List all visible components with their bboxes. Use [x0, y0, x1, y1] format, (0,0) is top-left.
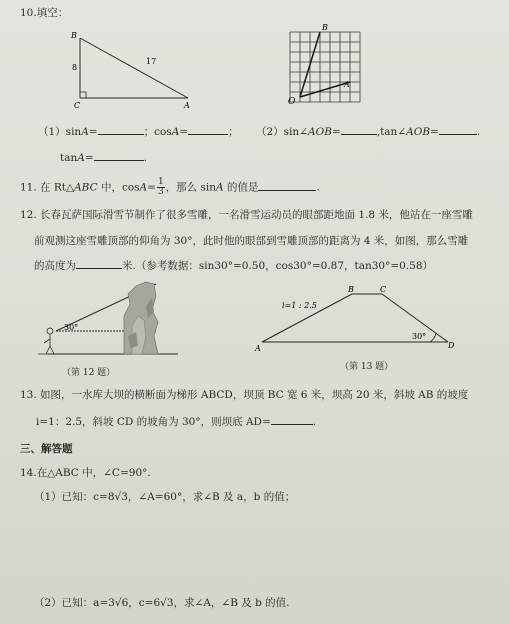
q10-p2-aob2: AOB [406, 126, 431, 138]
q10-p1-a: A [81, 126, 89, 138]
q10-tan-a: A [77, 152, 85, 164]
q10-p2-aob: AOB [308, 126, 332, 138]
fig2-label-a: A [344, 80, 350, 89]
q14-part2: （2）已知：a=3√6，c=6√3，求∠A，∠B 及 b 的值. [34, 597, 290, 609]
q10-blank-sina[interactable] [98, 124, 144, 135]
skier-icon [38, 328, 62, 354]
q11-abc: ABC [74, 181, 98, 194]
q10-tan-label: tan [60, 152, 78, 164]
q10-p2-tan: ,tan∠ [376, 126, 407, 138]
q10-p2-eq: = [331, 126, 341, 138]
q10-part2 [256, 124, 480, 139]
q12-line1: 12. 长春瓦萨国际滑雪节制作了很多雪雕，一名滑雪运动员的眼部距地面 1.8 米，他站在一座雪雕 [20, 209, 473, 221]
q14-part1: （1）已知：c=8√3，∠A=60°，求∠B 及 a，b 的值； [34, 491, 296, 503]
q12-blank[interactable] [76, 258, 122, 269]
fig2-label-b: B [322, 23, 328, 32]
q10-tan-end: . [143, 152, 147, 164]
q10-blank-tana[interactable] [94, 150, 144, 161]
q14-heading: 14.在△ABC 中，∠C=90°. [20, 467, 151, 479]
q11-post2: 的值是 [223, 181, 259, 194]
fig1-label-a: A [184, 101, 190, 110]
q11-end: . [316, 181, 320, 194]
q13-caption: （第 13 题） [340, 362, 394, 372]
q13-blank[interactable] [271, 414, 313, 425]
q11-pre: 11. 在 Rt△ [20, 181, 75, 194]
q13-label-c: C [380, 285, 387, 294]
section-heading: 三、解答题 [20, 443, 73, 455]
grid-lines [290, 32, 360, 102]
q11-post: ，那么 sin [165, 181, 217, 194]
q11-blank[interactable] [258, 180, 316, 191]
q10-tan-line [60, 150, 147, 165]
q10-p2-sin: （2）sin∠ [256, 126, 308, 138]
q13-line2b: . [312, 416, 317, 428]
q12-line3 [34, 258, 433, 273]
q13-line1: 13. 如图，一水库大坝的横断面为梯形 ABCD，坝顶 BC 宽 6 米，坝高 20 米，斜坡 AB 的坡度 [20, 389, 469, 401]
q13-figure [252, 282, 462, 354]
q10-grid-figure [278, 20, 368, 110]
q10-blank-tanaob[interactable] [439, 124, 477, 135]
q10-p2-end: . [476, 126, 481, 138]
q10-p1-eq2: = [179, 126, 189, 138]
q12-line3b: 米.（参考数据：sin30°=0.50，cos30°=0.87，tan30°=0.58） [122, 260, 434, 272]
q11-a: A [139, 181, 148, 194]
q10-p1-sin: （1）sin [38, 126, 82, 138]
q10-p1-a2: A [171, 126, 180, 138]
q12-figure [28, 276, 188, 366]
q11-a2: A [216, 181, 224, 194]
q12-line3a: 的高度为 [34, 260, 76, 272]
q11-eq: = [147, 181, 156, 194]
q11-numerator: 1 [157, 177, 164, 187]
q11 [20, 178, 320, 197]
fig2-label-o: O [288, 97, 296, 107]
q12-line2: 前观测这座雪雕顶部的仰角为 30°，此时他的眼部到雪雕顶部的距离为 4 米，如图，那么雪雕 [34, 235, 469, 247]
q11-denominator: 3 [157, 187, 164, 197]
q12-caption: （第 12 题） [62, 368, 116, 378]
q10-blank-cosa[interactable] [188, 124, 228, 135]
fig1-label-b: B [71, 31, 77, 40]
snow-sculpture-icon [124, 282, 158, 354]
q12-angle-label: 30° [64, 323, 79, 332]
q10-tan-eq: = [84, 152, 94, 164]
q10-p1-eq: = [88, 126, 98, 138]
q13-label-a: A [255, 344, 261, 353]
q10-p1-sep1: ； [143, 126, 155, 138]
fig1-label-c: C [74, 101, 81, 110]
q11-mid: 中，cos [97, 181, 140, 194]
q10-triangle-figure [60, 30, 200, 110]
q10-p1-cos: cos [154, 126, 172, 138]
q10-p1-sep2: ； [228, 126, 239, 138]
q10-part1 [38, 124, 239, 139]
q13-slope-label: i=1 : 2.5 [282, 301, 317, 310]
fig1-label-8: 8 [72, 63, 78, 72]
q10-p2-eq2: = [430, 126, 439, 138]
q13-label-b: B [348, 285, 354, 294]
q13-line2a: i=1：2.5，斜坡 CD 的坡角为 30°，则坝底 AD= [36, 416, 271, 428]
q13-label-d: D [448, 341, 455, 350]
q13-line2 [36, 414, 316, 429]
q11-fraction [157, 178, 165, 197]
q13-angle-label: 30° [412, 332, 427, 341]
fig1-label-17: 17 [146, 57, 157, 66]
q10-heading: 10.填空： [20, 7, 69, 19]
q10-blank-sinaob[interactable] [341, 124, 377, 135]
